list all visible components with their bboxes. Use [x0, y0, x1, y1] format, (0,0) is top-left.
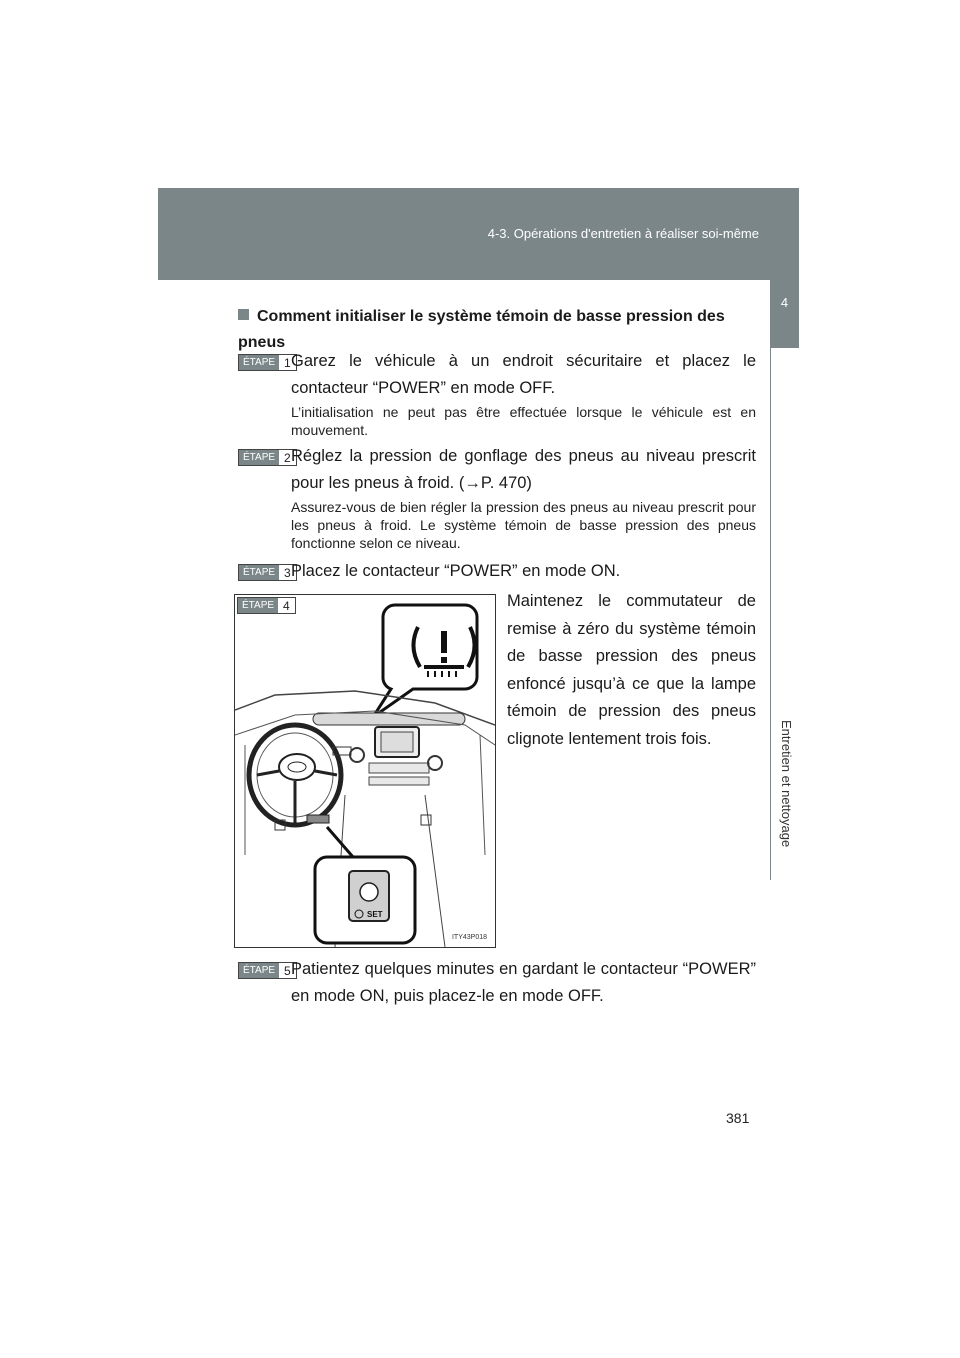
section-title-text: Comment initialiser le système témoin de basse pression des pneus: [238, 308, 725, 351]
step-number: 5: [279, 963, 296, 978]
dashboard-drawing: [235, 595, 495, 947]
step-2-text: Réglez la pression de gonflage des pneus au niveau prescrit pour les pneus à froid. (→P. 470): [291, 447, 756, 492]
step-1-text: Garez le véhicule à un endroit sécuritaire et placez le contacteur “POWER” en mode OFF.: [291, 352, 756, 397]
step-badge-label: ÉTAPE: [238, 598, 278, 613]
chapter-label: Entretien et nettoyage: [779, 720, 794, 848]
step-number: 2: [279, 450, 296, 465]
step-3-text: Placez le contacteur “POWER” en mode ON.: [291, 562, 621, 580]
step-4-text: Maintenez le commutateur de remise à zéro du système témoin de basse pression des pneus enfoncé jusqu’à ce que la lampe témoin de pression des pneus clignote lentement trois fois.: [507, 592, 756, 748]
step-5-text: Patientez quelques minutes en gardant le contacteur “POWER” en mode ON, puis placez-le en mode OFF.: [291, 960, 756, 1005]
header-band: [158, 188, 799, 280]
step-badge-1: [238, 354, 297, 371]
step-badge-label: ÉTAPE: [239, 963, 279, 978]
tire-pressure-warning-icon: [373, 605, 477, 717]
set-switch-label: SET: [367, 910, 383, 919]
dashboard-illustration: [234, 594, 496, 948]
step-badge-4: [237, 597, 296, 614]
step-badge-label: ÉTAPE: [239, 355, 279, 370]
step-badge-5: [238, 962, 297, 979]
step-1-note: L’initialisation ne peut pas être effectuée lorsque le véhicule est en mouvement.: [291, 404, 756, 438]
step-2-note: Assurez-vous de bien régler la pression des pneus au niveau prescrit pour les pneus à froid. Le système témoin de basse pression des pneus fonctionne selon ce niveau.: [291, 499, 756, 551]
page-number: 381: [726, 1110, 750, 1126]
step-number: 3: [279, 565, 296, 580]
step-badge-label: ÉTAPE: [239, 565, 279, 580]
step-number: 4: [278, 598, 295, 613]
step-badge-3: [238, 564, 297, 581]
figure-code: ITY43P018: [451, 934, 487, 941]
square-bullet-icon: [238, 309, 249, 320]
step-badge-2: [238, 449, 297, 466]
section-header: 4-3. Opérations d'entretien à réaliser soi-même: [487, 226, 759, 241]
chapter-number: 4: [780, 295, 789, 310]
step-number: 1: [279, 355, 296, 370]
step-badge-label: ÉTAPE: [239, 450, 279, 465]
